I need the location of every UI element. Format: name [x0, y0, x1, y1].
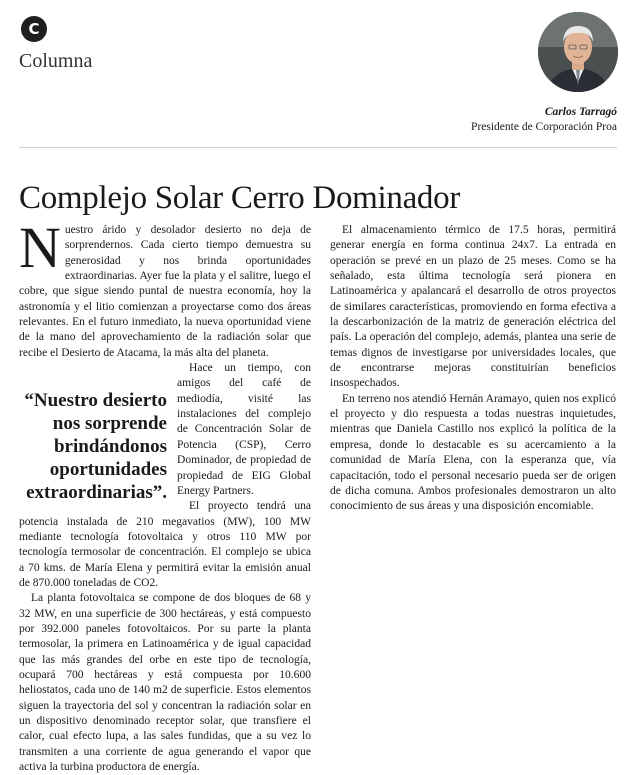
column-badge: C — [21, 16, 47, 42]
section-label: Columna — [19, 50, 93, 72]
article-column-right — [330, 223, 616, 515]
article-column-left — [19, 215, 311, 775]
drop-cap: N — [19, 215, 61, 280]
header-divider — [19, 147, 617, 148]
paragraph-6: En terreno nos atendió Hernán Aramayo, quien nos explicó el proyecto y dio respuesta a todas nuestras inquietudes, mientras que Daniela Castillo nos explicó la política de la empresa, donde lo destacable es su acercamiento a la comunidad de María Elena, con la esperanza que, vía capacitación, todo el personal necesario pueda ser de origen de dicha comuna. Ambos profesionales demostraron un alto conocimiento de sus áreas y una disposición encomiable. — [330, 392, 616, 513]
article-title: Complejo Solar Cerro Dominador — [19, 180, 461, 217]
pull-quote: “Nuestro desierto nos sorprende brindándonos oportunidades extraordinarias”. — [24, 390, 167, 504]
author-name: Carlos Tarragó — [544, 106, 617, 118]
paragraph-2: Hace un tiempo, con amigos del café de mediodía, visité las instalaciones del complejo de Concentración Solar de Potencia (CSP), Cerro Dominador, de propiedad de propiedad de EIG Global Energy Partners. — [177, 362, 311, 497]
paragraph-3: El proyecto tendrá una potencia instalada de 210 megavatios (MW), 100 MW mediante tecnología fotovoltaica y otros 110 MW por tecnología termosolar de concentración. El complejo se ubica a 70 kms. de María Elena y permitirá evitar la emisión anual de 870.000 toneladas de CO2. — [19, 500, 311, 589]
paragraph-5: El almacenamiento térmico de 17.5 horas, permitirá generar energía en forma continua 24x7. La entrada en operación se prevé en un plazo de 25 meses. Como se ha señalado, esta última tecnología será pionera en Latinoamérica y apalancará el desarrollo de otros proyectos de similares características, promoviendo en forma efectiva a la descarbonización de la matriz de generación eléctrica del país. La operación del complejo, además, plantea una serie de temas dignos de investigarse por universidades locales, que de encontrarse mejoras constituirían beneficios insospechados. — [330, 224, 616, 390]
paragraph-1: Nuestro árido y desolador desierto no deja de sorprendernos. Cada cierto tiempo demuestra su generosidad y nos brinda oportunidades extraordinarias. Ayer fue la plata y el salitre, luego el cobre, que sigue siendo puntal de nuestra economía, hoy la astronomía y el litio comienzan a proyectarse como dos áreas relevantes. En el futuro inmediato, la nueva oportunidad viene de la mano del aprovechamiento de la radiación solar que recibe el Desierto de Atacama, la más alta del planeta. — [19, 215, 311, 359]
paragraph-4: La planta fotovoltaica se compone de dos bloques de 68 y 32 MW, en una superficie de 300 hectáreas, y está compuesto por 392.000 paneles fotovoltaicos. Por su parte la planta termosolar, la primera en Latinoamérica y de igual capacidad que las más grandes del orbe en este tipo de tecnología, ocupará 700 hectáreas y está compuesta por 10.600 heliostatos, cada uno de 140 m2 de superficie. Estos elementos siguen la trayectoria del sol y concentran la radiación solar en un dispositivo denominado receptor solar, que transfiere el calor, cual efecto lupa, a las sales fundidas, que a su vez lo transmiten a una corriente de agua generando el vapor que activa la turbina productora de energía. — [19, 592, 311, 774]
author-photo — [538, 12, 618, 92]
author-role: Presidente de Corporación Proa — [471, 121, 617, 133]
author-byline — [471, 106, 617, 133]
